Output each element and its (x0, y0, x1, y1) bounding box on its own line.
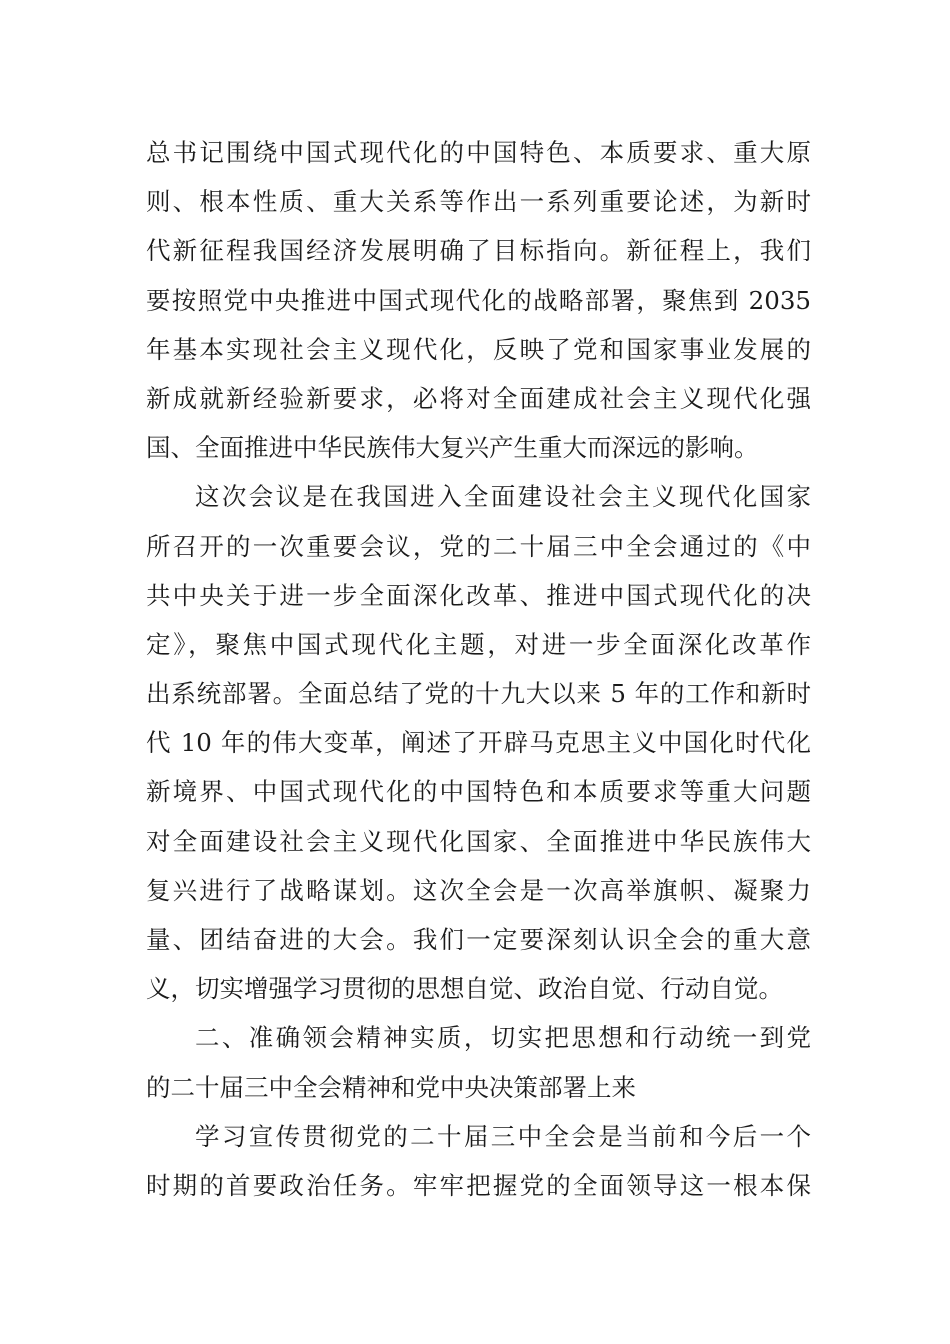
document-body (146, 128, 811, 1210)
text-line: 所召开的一次重要会议，党的二十届三中全会通过的《中 (146, 531, 811, 561)
text-line: 共中央关于进一步全面深化改革、推进中国式现代化的决 (146, 580, 811, 610)
text-line: 则、根本性质、重大关系等作出一系列重要论述，为新时 (146, 187, 811, 217)
paragraph-first-line: 学习宣传贯彻党的二十届三中全会是当前和今后一个 (195, 1121, 811, 1151)
text-line: 新成就新经验新要求，必将对全面建成社会主义现代化强 (146, 383, 811, 413)
paragraph-first-line: 这次会议是在我国进入全面建设社会主义现代化国家 (195, 482, 811, 512)
section-heading-line: 的二十届三中全会精神和党中央决策部署上来 (146, 1072, 636, 1102)
text-line: 复兴进行了战略谋划。这次全会是一次高举旗帜、凝聚力 (146, 875, 811, 905)
text-line: 国、全面推进中华民族伟大复兴产生重大而深远的影响。 (146, 433, 759, 463)
text-line: 总书记围绕中国式现代化的中国特色、本质要求、重大原 (146, 138, 811, 167)
text-line: 新境界、中国式现代化的中国特色和本质要求等重大问题 (146, 777, 811, 807)
text-line: 量、团结奋进的大会。我们一定要深刻认识全会的重大意 (146, 925, 811, 954)
text-line: 义，切实增强学习贯彻的思想自觉、政治自觉、行动自觉。 (146, 974, 783, 1004)
text-line: 定》，聚焦中国式现代化主题，对进一步全面深化改革作 (146, 629, 811, 659)
text-line: 要按照党中央推进中国式现代化的战略部署，聚焦到 2035 (146, 285, 811, 315)
section-heading-line: 二、准确领会精神实质，切实把思想和行动统一到党 (195, 1023, 811, 1053)
text-line: 代新征程我国经济发展明确了目标指向。新征程上，我们 (146, 236, 811, 266)
text-line: 代 10 年的伟大变革，阐述了开辟马克思主义中国化时代化 (146, 728, 811, 758)
text-line: 出系统部署。全面总结了党的十九大以来 5 年的工作和新时 (146, 679, 811, 709)
text-line: 年基本实现社会主义现代化，反映了党和国家事业发展的 (146, 334, 811, 364)
text-line: 对全面建设社会主义现代化国家、全面推进中华民族伟大 (146, 826, 811, 856)
text-line: 时期的首要政治任务。牢牢把握党的全面领导这一根本保 (146, 1170, 811, 1200)
